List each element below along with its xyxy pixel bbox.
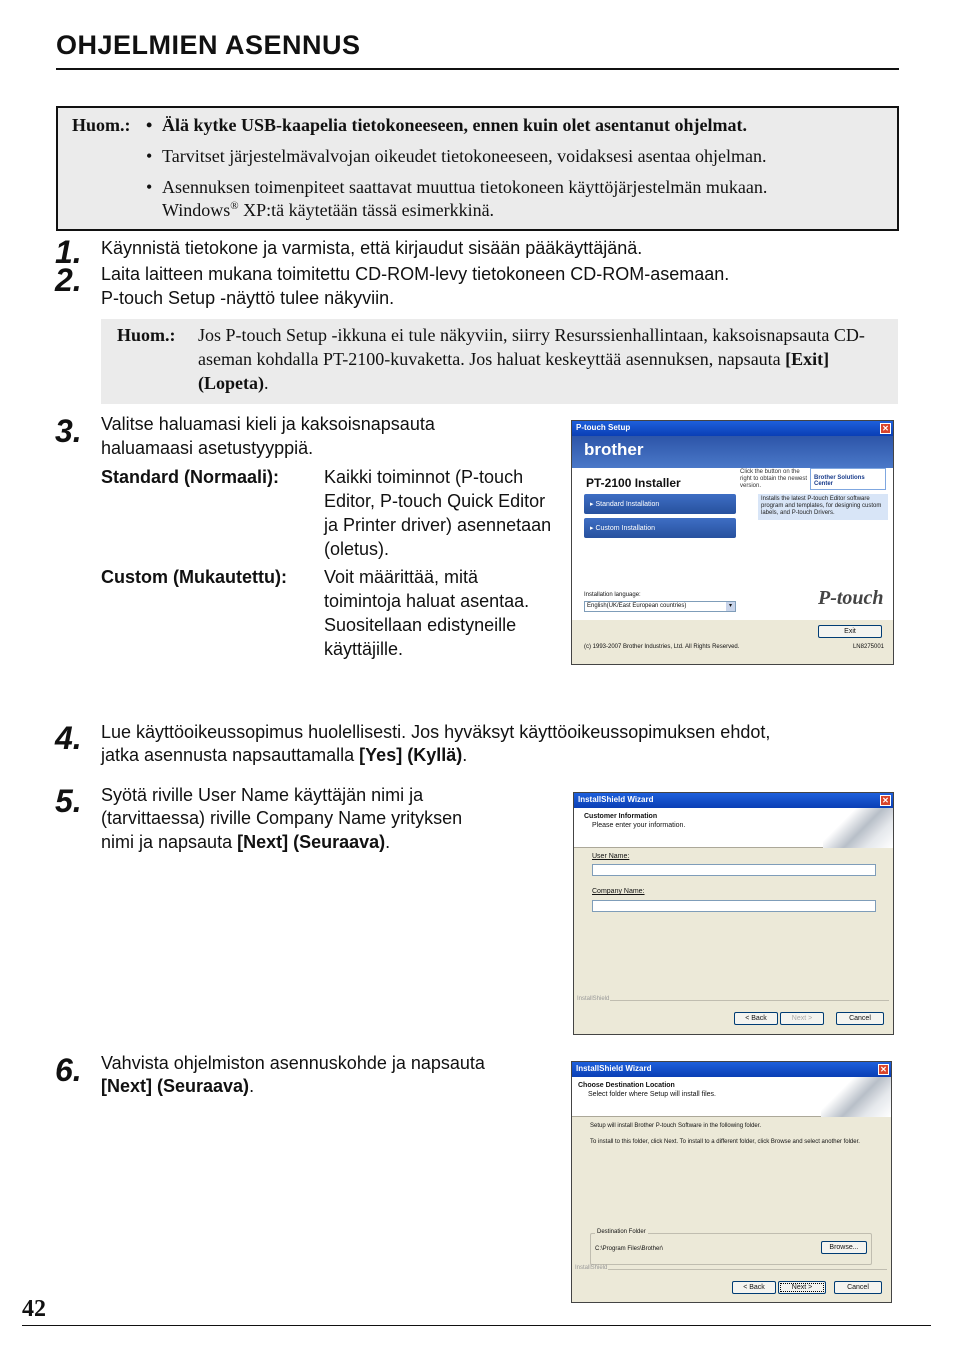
note-item-3: Asennuksen toimenpiteet saattavat muuttua tietokoneen käyttöjärjestelmän mukaan.: [162, 177, 768, 197]
note-label: Huom.:: [72, 115, 131, 135]
step-1-text: Käynnistä tietokone ja varmista, että kirjaudut sisään pääkäyttäjänä.: [101, 238, 643, 258]
bullet: •: [146, 146, 153, 166]
note-item-1: Älä kytke USB-kaapelia tietokoneeseen, ennen kuin olet asentanut ohjelmat.: [162, 115, 748, 135]
custom-installation-button[interactable]: ▸ Custom Installation: [584, 518, 736, 538]
step-3-line-1: Valitse haluamasi kieli ja kaksoisnapsauta: [101, 414, 435, 434]
step-number: 4.: [55, 720, 82, 756]
step-3-line-2: haluamaasi asetustyyppiä.: [101, 438, 314, 458]
step-number: 3.: [55, 413, 82, 449]
bottom-rule: [22, 1325, 931, 1326]
standard-installation-button[interactable]: ▸ Standard Installation: [584, 494, 736, 514]
note-text: Jos P-touch Setup -ikkuna ei tule näkyviin, siirry Resurssienhallintaan, kaksoisnapsauta CD-aseman kohdalla PT-2100-kuvaketta. Jos haluat keskeyttää asennuksen, napsauta [Exit] (Lopeta).: [198, 325, 865, 393]
copyright: (c) 1993-2007 Brother Industries, Ltd. All Rights Reserved. LN8275001: [584, 644, 884, 650]
next-button[interactable]: Next >: [780, 1012, 824, 1025]
company-name-input[interactable]: [592, 900, 876, 912]
wizard-heading: Customer Information: [584, 813, 658, 820]
page-curl-graphic: [821, 1077, 891, 1117]
back-button[interactable]: < Back: [732, 1281, 776, 1294]
custom-label: Custom (Mukautettu):: [101, 567, 287, 587]
step-2-line-1: Laita laitteen mukana toimitettu CD-ROM-levy tietokoneen CD-ROM-asemaan.: [101, 264, 730, 284]
note-item-2: Tarvitset järjestelmävalvojan oikeudet tietokoneeseen, voidaksesi asentaa ohjelman.: [162, 146, 767, 166]
cancel-button[interactable]: Cancel: [836, 1012, 884, 1025]
bullet: •: [146, 115, 153, 135]
update-hint: Click the button on the right to obtain the newest version.: [740, 469, 808, 489]
title-bar: InstallShield Wizard ✕: [572, 1062, 891, 1077]
close-icon[interactable]: ✕: [880, 795, 891, 806]
chevron-down-icon: ▾: [726, 602, 735, 611]
step-number: 5.: [55, 783, 82, 819]
section-title: OHJELMIEN ASENNUS: [56, 30, 361, 60]
step-4-line-2: jatka asennusta napsauttamalla [Yes] (Kyllä).: [101, 745, 468, 765]
step-5-line-1: Syötä riville User Name käyttäjän nimi ja: [101, 785, 424, 805]
standard-label: Standard (Normaali):: [101, 467, 280, 487]
step-2-line-2: P-touch Setup -näyttö tulee näkyviin.: [101, 288, 395, 308]
step-5-line-3: nimi ja napsauta [Next] (Seuraava).: [101, 832, 391, 852]
wizard-header: [572, 1077, 891, 1117]
browse-button[interactable]: Browse...: [821, 1241, 867, 1254]
wizard-header: [574, 808, 893, 848]
page-number: 42: [22, 1296, 46, 1322]
user-name-input[interactable]: [592, 864, 876, 876]
destination-window: [571, 1061, 892, 1303]
separator: [608, 1269, 887, 1270]
wizard-subheading: Please enter your information.: [592, 822, 686, 829]
page-curl-graphic: [823, 808, 893, 848]
solutions-center-button[interactable]: Brother Solutions Center: [810, 468, 886, 490]
install-description: Installs the latest P-touch Editor software program and templates, for designing custom labels, and P-touch Drivers.: [758, 494, 888, 520]
wizard-subheading: Select folder where Setup will install files.: [588, 1091, 717, 1098]
close-icon[interactable]: ✕: [880, 423, 891, 434]
step-6-line-2: [Next] (Seuraava).: [101, 1076, 255, 1096]
p-touch-logo: P-touch: [818, 587, 884, 609]
step-5-line-2: (tarvittaessa) riville Company Name yrityksen: [101, 808, 463, 828]
installshield-brand: InstallShield: [577, 996, 610, 1002]
standard-text: Kaikki toiminnot (P-touch Editor, P-touch Quick Editor ja Printer driver) asennetaan (oletus).: [324, 467, 552, 559]
instruction-text: To install to this folder, click Next. To install to a different folder, click Browse and select another folder.: [590, 1139, 860, 1145]
note-item-3-cont: Windows® XP:tä käytetään tässä esimerkkinä.: [162, 200, 495, 220]
title-rule: [56, 68, 899, 70]
step-6-line-1: Vahvista ohjelmiston asennuskohde ja napsauta: [101, 1053, 485, 1073]
close-icon[interactable]: ✕: [878, 1064, 889, 1075]
title-bar: InstallShield Wizard ✕: [574, 793, 893, 808]
bullet: •: [146, 177, 153, 197]
note-box: [56, 106, 899, 231]
user-name-label: User Name:: [592, 853, 630, 860]
step-4-line-1: Lue käyttöoikeussopimus huolellisesti. Jos hyväksyt käyttöoikeussopimuksen ehdot,: [101, 722, 771, 742]
step-number: 1.: [55, 234, 82, 270]
exit-button[interactable]: Exit: [818, 625, 882, 638]
company-name-label: Company Name:: [592, 888, 645, 895]
language-select[interactable]: English(UK/East European countries) ▾: [584, 601, 736, 612]
wizard-heading: Choose Destination Location: [578, 1082, 675, 1089]
step-number: 2.: [55, 262, 82, 298]
cancel-button[interactable]: Cancel: [834, 1281, 882, 1294]
note-box-2: [101, 319, 898, 404]
destination-folder-group: [590, 1229, 872, 1265]
note-label: Huom.:: [117, 325, 176, 345]
brand-band: [572, 436, 893, 468]
next-button[interactable]: Next >: [778, 1281, 826, 1294]
p-touch-setup-window: [571, 420, 894, 665]
step-number: 6.: [55, 1052, 82, 1088]
installer-heading: PT-2100 Installer: [586, 476, 681, 490]
title-bar: P-touch Setup ✕: [572, 421, 893, 436]
back-button[interactable]: < Back: [734, 1012, 778, 1025]
custom-text: Voit määrittää, mitä toimintoja haluat asentaa. Suositellaan edistyneille käyttäjille.: [324, 567, 530, 659]
group-label: Destination Folder: [597, 1229, 646, 1235]
destination-path: C:\Program Files\Brother\: [595, 1246, 664, 1252]
brother-logo: brother: [584, 440, 644, 459]
language-label: Installation language:: [584, 592, 641, 598]
installshield-brand: InstallShield: [575, 1265, 608, 1271]
separator: [610, 1000, 889, 1001]
customer-info-window: [573, 792, 894, 1035]
setup-info-text: Setup will install Brother P-touch Software in the following folder.: [590, 1123, 762, 1129]
